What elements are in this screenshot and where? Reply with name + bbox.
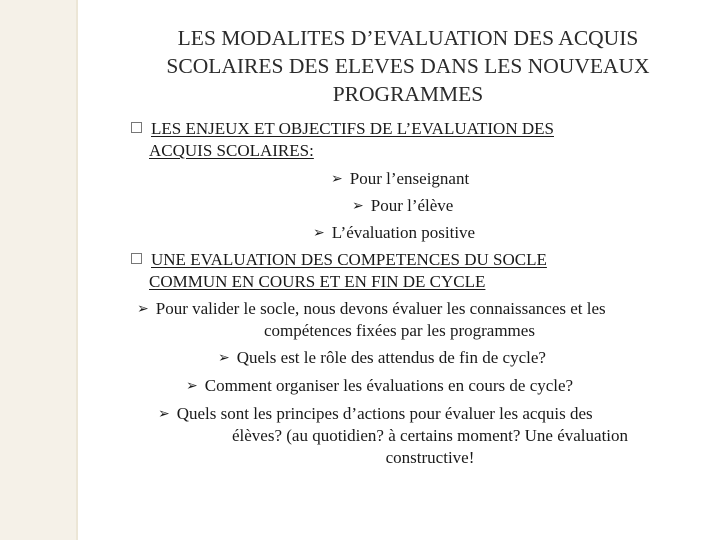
section2-lead-cont: compétences fixées par les programmes <box>264 321 535 340</box>
section2-heading-cont: COMMUN EN COURS ET EN FIN DE CYCLE <box>149 272 486 291</box>
question-item: ➢ Comment organiser les évaluations en cours de cycle? <box>186 375 573 398</box>
arrow-bullet-icon: ➢ <box>331 172 343 187</box>
arrow-bullet-icon: ➢ <box>158 407 170 422</box>
section1-heading: LES ENJEUX ET OBJECTIFS DE L’EVALUATION DES <box>131 118 554 140</box>
arrow-bullet-icon: ➢ <box>137 302 149 317</box>
question-item: ➢ Quels sont les principes d’actions pour évaluer les acquis des <box>158 403 593 426</box>
arrow-bullet-icon: ➢ <box>218 351 230 366</box>
question-item: ➢ Quels est le rôle des attendus de fin de cycle? <box>218 347 546 370</box>
section2-heading: UNE EVALUATION DES COMPETENCES DU SOCLE <box>131 249 547 271</box>
question-item-cont: élèves? (au quotidien? à certains moment? Une évaluation <box>231 426 629 445</box>
arrow-bullet-icon: ➢ <box>186 379 198 394</box>
question-item-cont: constructive! <box>385 448 475 467</box>
section1-item: ➢ Pour l’enseignant <box>331 168 469 191</box>
arrow-bullet-icon: ➢ <box>352 199 364 214</box>
section1-item: ➢ Pour l’élève <box>352 195 453 218</box>
section2-lead: ➢ Pour valider le socle, nous devons évaluer les connaissances et les <box>137 298 606 321</box>
slide-title: LES MODALITES D’EVALUATION DES ACQUIS SCOLAIRES DES ELEVES DANS LES NOUVEAUX PROGRAMMES <box>166 26 650 106</box>
section1-item: ➢ L’évaluation positive <box>313 222 475 245</box>
decorative-side-band <box>0 0 78 540</box>
square-bullet-icon <box>131 122 142 133</box>
section1-heading-cont: ACQUIS SCOLAIRES: <box>149 141 314 160</box>
arrow-bullet-icon: ➢ <box>313 226 325 241</box>
square-bullet-icon <box>131 253 142 264</box>
